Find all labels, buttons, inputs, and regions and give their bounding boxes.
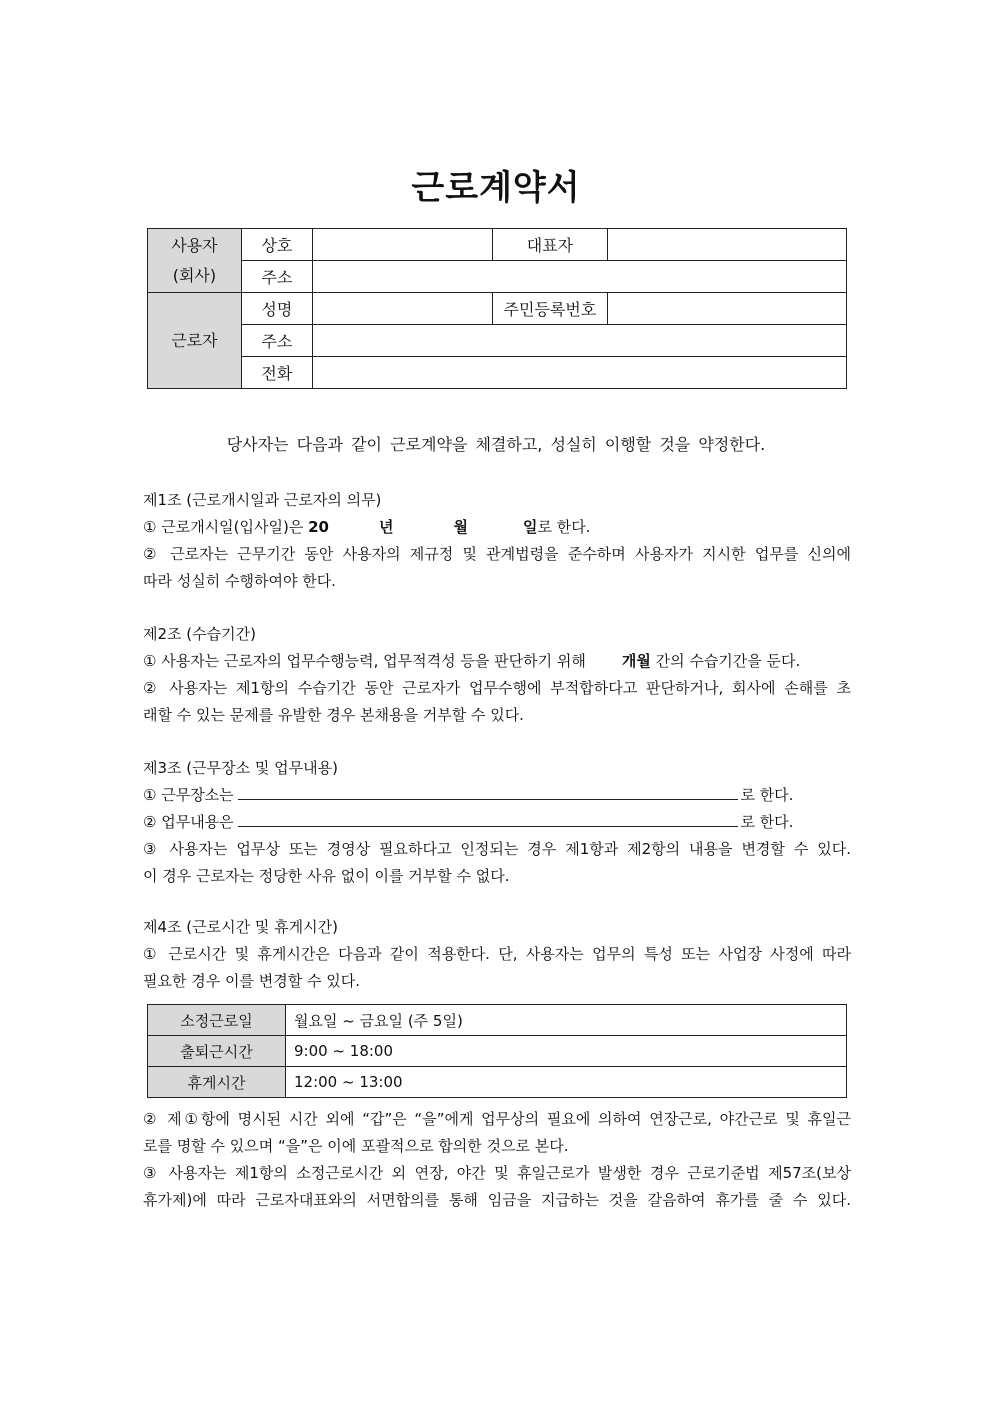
article-4-para-3-line-2: 휴가제)에 따라 근로자대표와의 서면합의를 통해 임금을 지급하는 것을 갈음하여 휴가를 줄 수 있다. [143, 1191, 851, 1209]
workplace-blank[interactable] [238, 785, 738, 800]
article-3-para-3-line-2: 이 경우 근로자는 정당한 사유 없이 이를 거부할 수 없다. [143, 867, 510, 885]
work-hours-value: 9:00 ~ 18:00 [286, 1036, 847, 1067]
employer-sub-label: (회사) [172, 265, 217, 285]
company-name-label: 상호 [241, 229, 312, 261]
representative-label: 대표자 [492, 229, 608, 261]
employee-address-label: 주소 [241, 325, 312, 357]
article-2-para-2-line-2: 래할 수 있는 문제를 유발한 경우 본채용을 거부할 수 있다. [143, 706, 524, 724]
article-4-para-3-line-1: ③ 사용자는 제1항의 소정근로시간 외 연장, 야간 및 휴일근로가 발생한 경우 근로기준법 제57조(보상 [143, 1164, 851, 1182]
month-unit: 월 [453, 518, 468, 536]
article-3-para-3-line-1: ③ 사용자는 업무상 또는 경영상 필요하다고 인정되는 경우 제1항과 제2항의 내용을 변경할 수 있다. [143, 840, 851, 858]
article-4-continued [143, 1106, 851, 1214]
article-2-para-2-line-1: ② 사용자는 제1항의 수습기간 동안 근로자가 업무수행에 부적합하다고 판단하거나, 회사에 손해를 초 [143, 679, 851, 697]
article-3-para-2-suffix: 로 한다. [740, 813, 794, 831]
day-unit: 일 [522, 518, 538, 536]
article-3-para-1 [143, 782, 851, 809]
article-1-heading: 제1조 (근로개시일과 근로자의 의무) [143, 491, 382, 509]
table-row [148, 1067, 847, 1098]
preamble: 당사자는 다음과 같이 근로계약을 체결하고, 성실히 이행할 것을 약정한다. [226, 435, 766, 454]
table-row [148, 1036, 847, 1067]
article-1 [143, 487, 851, 595]
table-row [148, 1005, 847, 1036]
employer-address-label: 주소 [241, 261, 312, 293]
article-3-para-1-suffix: 로 한다. [740, 786, 794, 804]
article-2-para-1-text: ① 사용자는 근로자의 업무수행능력, 업무적격성 등을 판단하기 위해 [143, 652, 586, 670]
employer-group-cell [148, 229, 242, 293]
article-3-para-1-text: ① 근무장소는 [143, 786, 239, 804]
article-4-para-2-line-2: 로를 명할 수 있으며 “을”은 이에 포괄적으로 합의한 것으로 본다. [143, 1137, 569, 1155]
article-3-heading: 제3조 (근무장소 및 업무내용) [143, 759, 338, 777]
article-2-heading: 제2조 (수습기간) [143, 625, 256, 643]
article-1-para-1-suffix: 로 한다. [537, 518, 591, 536]
employee-phone-label: 전화 [241, 357, 312, 389]
article-4-para-1-line-1: ① 근로시간 및 휴게시간은 다음과 같이 적용한다. 단, 사용자는 업무의 특성 또는 사업장 사정에 따라 [143, 945, 851, 963]
article-3-para-2 [143, 809, 851, 836]
probation-months: 개월 [621, 652, 651, 670]
employee-name-field[interactable] [312, 293, 492, 325]
resident-number-label: 주민등록번호 [492, 293, 608, 325]
resident-number-field[interactable] [608, 293, 847, 325]
job-description-blank[interactable] [238, 812, 738, 827]
article-1-para-2-line-1: ② 근로자는 근무기간 동안 사용자의 제규정 및 관계법령을 준수하며 사용자가 지시한 업무를 신의에 [143, 545, 851, 563]
page-title: 근로계약서 [411, 168, 581, 208]
article-2-para-1 [143, 648, 851, 675]
employer-label: 사용자 [171, 235, 218, 255]
employee-name-label: 성명 [241, 293, 312, 325]
employee-label: 근로자 [148, 293, 242, 389]
article-4-heading: 제4조 (근로시간 및 휴게시간) [143, 918, 338, 936]
article-3 [143, 755, 851, 890]
article-1-para-1 [143, 514, 851, 541]
article-1-para-2-line-2: 따라 성실히 수행하여야 한다. [143, 572, 336, 590]
work-hours-label: 출퇴근시간 [148, 1036, 286, 1067]
employee-phone-field[interactable] [312, 357, 846, 389]
break-time-label: 휴게시간 [148, 1067, 286, 1098]
break-time-value: 12:00 ~ 13:00 [286, 1067, 847, 1098]
article-4-para-2-line-1: ② 제①항에 명시된 시간 외에 “갑”은 “을”에게 업무상의 필요에 의하여 연장근로, 야간근로 및 휴일근 [143, 1110, 851, 1128]
article-2-para-1-suffix: 간의 수습기간을 둔다. [650, 652, 801, 670]
work-days-label: 소정근로일 [148, 1005, 286, 1036]
article-1-para-1-text: ① 근로개시일(입사일)은 [143, 518, 309, 536]
representative-field[interactable] [608, 229, 847, 261]
employee-address-field[interactable] [312, 325, 846, 357]
article-4 [143, 914, 851, 995]
article-2 [143, 621, 851, 729]
company-name-field[interactable] [312, 229, 492, 261]
work-days-value: 월요일 ~ 금요일 (주 5일) [286, 1005, 847, 1036]
article-4-para-1-line-2: 필요한 경우 이를 변경할 수 있다. [143, 972, 360, 990]
employer-address-field[interactable] [312, 261, 846, 293]
article-3-para-2-text: ② 업무내용은 [143, 813, 239, 831]
party-info-table [147, 228, 847, 389]
working-hours-table [147, 1004, 847, 1098]
start-year: 20 [308, 518, 329, 536]
year-unit: 년 [378, 518, 394, 536]
